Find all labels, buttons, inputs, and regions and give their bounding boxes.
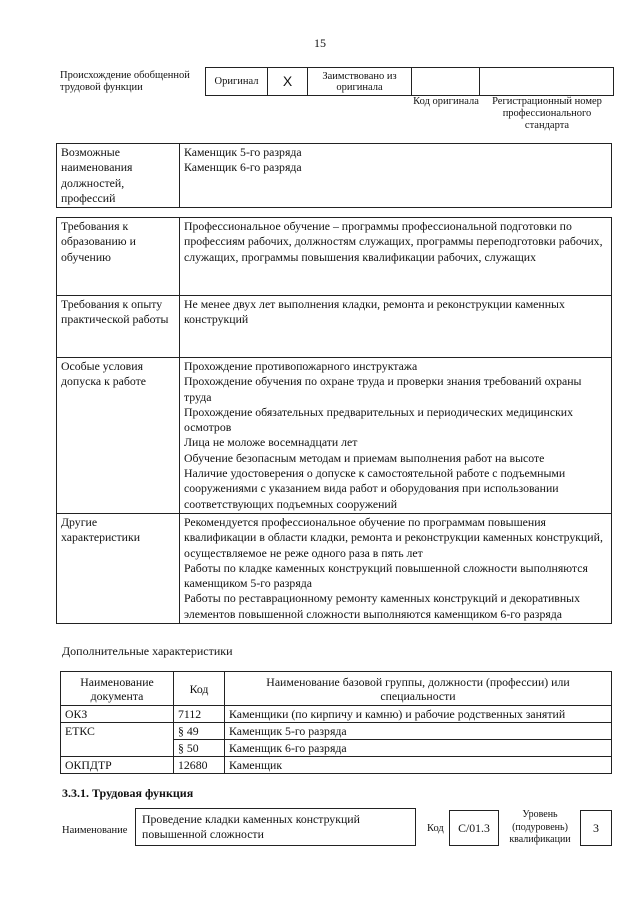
cell-doc: ОКПДТР <box>61 757 174 774</box>
function-name-box: Проведение кладки каменных конструкций повышенной сложности <box>135 808 416 846</box>
req-education-label: Требования к образованию и обучению <box>57 218 180 296</box>
req-line: Рекомендуется профессиональное обучение по программам повышения квалификации в области кладки, ремонта и реконструкции каменных конструкций, осуществляемое не реже одного раза в пять лет <box>184 514 603 560</box>
position-item: Каменщик 5-го разряда <box>184 145 302 159</box>
origin-reg-caption: Регистрационный номер профессионального стандарта <box>492 96 602 131</box>
header-code: Код <box>174 672 225 706</box>
cell-name: Каменщик <box>225 757 612 774</box>
origin-reg-cell <box>480 68 613 95</box>
req-line: Прохождение обучения по охране труда и проверки знания требований охраны труда <box>184 374 582 404</box>
origin-code-cell <box>412 68 480 95</box>
cell-code: 7112 <box>174 706 225 723</box>
req-line: Прохождение противопожарного инструктажа <box>184 359 418 373</box>
cell-code: § 50 <box>174 740 225 757</box>
positions-table <box>56 143 612 208</box>
position-item: Каменщик 6-го разряда <box>184 160 302 175</box>
cell-doc: ЕТКС <box>61 723 174 757</box>
cell-code: § 49 <box>174 723 225 740</box>
table-row <box>61 706 612 723</box>
table-row <box>61 757 612 774</box>
function-code-label: Код <box>427 823 444 834</box>
cell-code: 12680 <box>174 757 225 774</box>
req-line: Обучение безопасным методам и приемам выполнения работ на высоте <box>184 450 545 465</box>
table-row <box>61 723 612 740</box>
header-name: Наименование базовой группы, должности (профессии) или специальности <box>225 672 612 706</box>
origin-mark-cell: X <box>268 68 308 95</box>
positions-label: Возможные наименования должностей, профессий <box>57 144 180 208</box>
function-name-label: Наименование <box>62 825 128 836</box>
req-line: Лица не моложе восемнадцати лет <box>184 435 358 450</box>
req-experience-label: Требования к опыту практической работы <box>57 296 180 358</box>
req-line: Работы по реставрационному ремонту каменных конструкций и декоративных элементов повышенной сложности выполняются каменщиком 6-го разряда <box>184 591 581 621</box>
origin-code-caption: Код оригинала <box>413 96 479 107</box>
req-other-value <box>180 513 612 623</box>
req-conditions-value <box>180 358 612 514</box>
req-line: Работы по кладке каменных конструкций повышенной сложности выполняются каменщиком 5-го разряда <box>184 560 588 591</box>
page-number: 15 <box>314 36 326 50</box>
additional-title: Дополнительные характеристики <box>62 644 233 658</box>
req-line: Не менее двух лет выполнения кладки, ремонта и реконструкции каменных конструкций <box>184 297 565 327</box>
cell-doc: ОКЗ <box>61 706 174 723</box>
req-line: Прохождение обязательных предварительных и периодических медицинских осмотров <box>184 404 574 435</box>
req-line: Наличие удостоверения о допуске к самостоятельной работе с подъемными сооружениями с указанием вида работ и оборудования при использовании соответствующих подъемных сооружений <box>184 466 566 511</box>
cell-name: Каменщик 6-го разряда <box>225 740 612 757</box>
positions-values <box>180 144 612 208</box>
cell-name: Каменщик 5-го разряда <box>225 723 612 740</box>
cell-name: Каменщики (по кирпичу и камню) и рабочие родственных занятий <box>225 706 612 723</box>
origin-original-cell: Оригинал <box>206 68 268 95</box>
additional-table <box>60 671 612 774</box>
req-other-label: Другие характеристики <box>57 513 180 623</box>
section-title: 3.3.1. Трудовая функция <box>62 786 194 800</box>
header-doc: Наименование документа <box>61 672 174 706</box>
origin-label: Происхождение обобщенной трудовой функции <box>60 70 190 93</box>
requirements-table <box>56 217 612 624</box>
origin-borrowed-cell: Заимствовано из оригинала <box>308 68 412 95</box>
qualification-level-caption: Уровень (подуровень) квалификации <box>509 809 571 845</box>
origin-box <box>205 67 614 96</box>
qualification-level-box: 3 <box>580 810 612 846</box>
req-experience-value <box>180 296 612 358</box>
req-conditions-label: Особые условия допуска к работе <box>57 358 180 514</box>
req-education-value <box>180 218 612 296</box>
function-code-box: C/01.3 <box>449 810 499 846</box>
req-line: Профессиональное обучение – программы профессиональной подготовки по профессиям рабочих, должностям служащих, программы переподготовки рабочих, служащих, программы повышения квалификации рабочих, служащих <box>184 219 603 264</box>
